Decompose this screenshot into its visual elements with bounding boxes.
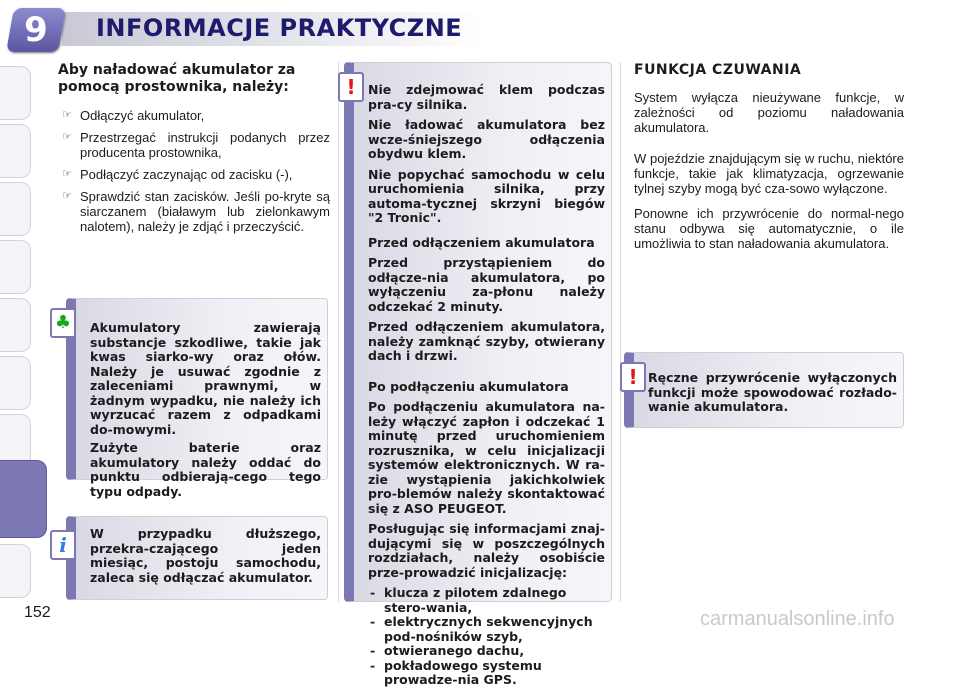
list-item [58, 108, 330, 123]
info-icon: i [50, 530, 76, 560]
warning-paragraph: Przed odłączeniem akumulatora, należy zamknąć szyby, otwierany dach i drzwi. [368, 319, 605, 363]
list-item: - elektrycznych sekwencyjnych pod-nośników szyb, [368, 615, 605, 644]
section-heading: Aby naładować akumulator za pomocą prostownika, należy: [58, 62, 296, 95]
info-note-panel [66, 516, 328, 600]
note-paragraph: Akumulatory zawierają substancje szkodliwe, takie jak kwas siarko-wy oraz ołów. Należy je usuwać zgodnie z zaleceniami prawnymi, w żadnym wypadku, nie należy ich wyrzucać razem z odpadkami do-mowymi. [90, 320, 321, 437]
warning-paragraph: Nie ładować akumulatora bez wcze-śniejszego odłączenia obydwu klem. [368, 117, 605, 161]
body-paragraph: System wyłącza nieużywane funkcje, w zależności od poziomu naładowania akumulatora. [634, 90, 904, 135]
section-heading: FUNKCJA CZUWANIA [634, 62, 802, 78]
note-paragraph: W przypadku dłuższego, przekra-czającego jeden miesiąc, postoju samochodu, zaleca się odłączać akumulator. [90, 526, 321, 585]
chapter-tab-strip [0, 60, 56, 620]
hand-pointer-icon: ☞ [62, 190, 72, 202]
initialization-list [368, 586, 605, 688]
warning-paragraph: Posługując się informacjami znaj-dującymi się w poszczególnych rozdziałach, należy osobiście prze-prowadzić inicjalizację: [368, 521, 605, 580]
warning-paragraph: Nie zdejmować klem podczas pra-cy silnika. [368, 82, 605, 112]
hand-pointer-icon: ☞ [62, 109, 72, 121]
page-number: 152 [24, 604, 51, 621]
warning-paragraph: Przed przystąpieniem do odłącze-nia akumulatora, po wyłączeniu za-płonu należy odczekać 2 minuty. [368, 255, 605, 314]
environment-note-panel [66, 298, 328, 499]
hand-pointer-icon: ☞ [62, 131, 72, 143]
note-paragraph: Zużyte baterie oraz akumulatory należy oddać do punktu odbierają-cego tego typu odpady. [90, 440, 321, 499]
list-item [58, 167, 330, 182]
column-divider [338, 62, 339, 602]
list-item [58, 130, 330, 160]
chapter-tab[interactable] [0, 544, 31, 598]
body-paragraph: Ponowne ich przywrócenie do normal-nego stanu odbywa się automatycznie, o ile umożliwia to stan naładowania akumulatora. [634, 206, 904, 251]
warning-subheading: Po podłączeniu akumulatora [368, 378, 569, 394]
list-item: - otwieranego dachu, [368, 644, 605, 659]
warning-panel [344, 62, 612, 687]
list-item [58, 189, 330, 234]
hand-pointer-icon: ☞ [62, 168, 72, 180]
right-column [634, 62, 904, 261]
column-divider [620, 62, 621, 602]
warning-panel-right [624, 352, 904, 428]
chapter-tab[interactable] [0, 240, 31, 294]
list-item-text: Sprawdzić stan zacisków. Jeśli po-kryte są siarczanem (białawym lub zielonkawym nalotem), należy je zdjąć i przeczyścić. [80, 189, 330, 234]
chapter-tab[interactable] [0, 124, 31, 178]
body-paragraph: W pojeździe znajdującym się w ruchu, niektóre funkcje, takie jak klimatyzacja, ogrzewanie tylnej szyby mogą być cza-sowo wyłączone. [634, 151, 904, 196]
warning-paragraph: Ręczne przywrócenie wyłączonych funkcji może spowodować rozłado-wanie akumulatora. [648, 370, 897, 414]
tree-icon: ♣ [50, 308, 76, 338]
exclamation-icon: ! [620, 362, 646, 392]
list-item-text: Odłączyć akumulator, [80, 108, 205, 123]
watermark: carmanualsonline.info [700, 608, 895, 630]
warning-subheading: Przed odłączeniem akumulatora [368, 234, 595, 250]
list-item-text: Przestrzegać instrukcji podanych przez producenta prostownika, [80, 130, 330, 160]
chapter-tab[interactable] [0, 356, 31, 410]
chapter-tab[interactable] [0, 182, 31, 236]
chapter-number: 9 [24, 10, 48, 50]
chapter-tab[interactable] [0, 298, 31, 352]
list-item: - pokładowego systemu prowadze-nia GPS. [368, 659, 605, 688]
warning-paragraph: Nie popychać samochodu w celu uruchomienia silnika, przy automa-tycznej skrzyni biegów "2 Tronic". [368, 166, 605, 225]
warning-paragraph: Po podłączeniu akumulatora na-leży włączyć zapłon i odczekać 1 minutę przed uruchomieniem rozrusznika, w celu inicjalizacji systemów elektronicznych. W ra-zie wystąpienia jakichkolwiek pro-blemów należy skontaktować się z ASO PEUGEOT. [368, 399, 605, 516]
left-column [58, 62, 330, 241]
list-item: - klucza z pilotem zdalnego stero-wania, [368, 586, 605, 615]
chapter-tab-active[interactable] [0, 460, 47, 538]
chapter-tab[interactable] [0, 66, 31, 120]
list-item-text: Podłączyć zaczynając od zacisku (-), [80, 167, 293, 182]
steps-list [58, 108, 330, 234]
page-title: INFORMACJE PRAKTYCZNE [96, 14, 463, 42]
exclamation-icon: ! [338, 72, 364, 102]
